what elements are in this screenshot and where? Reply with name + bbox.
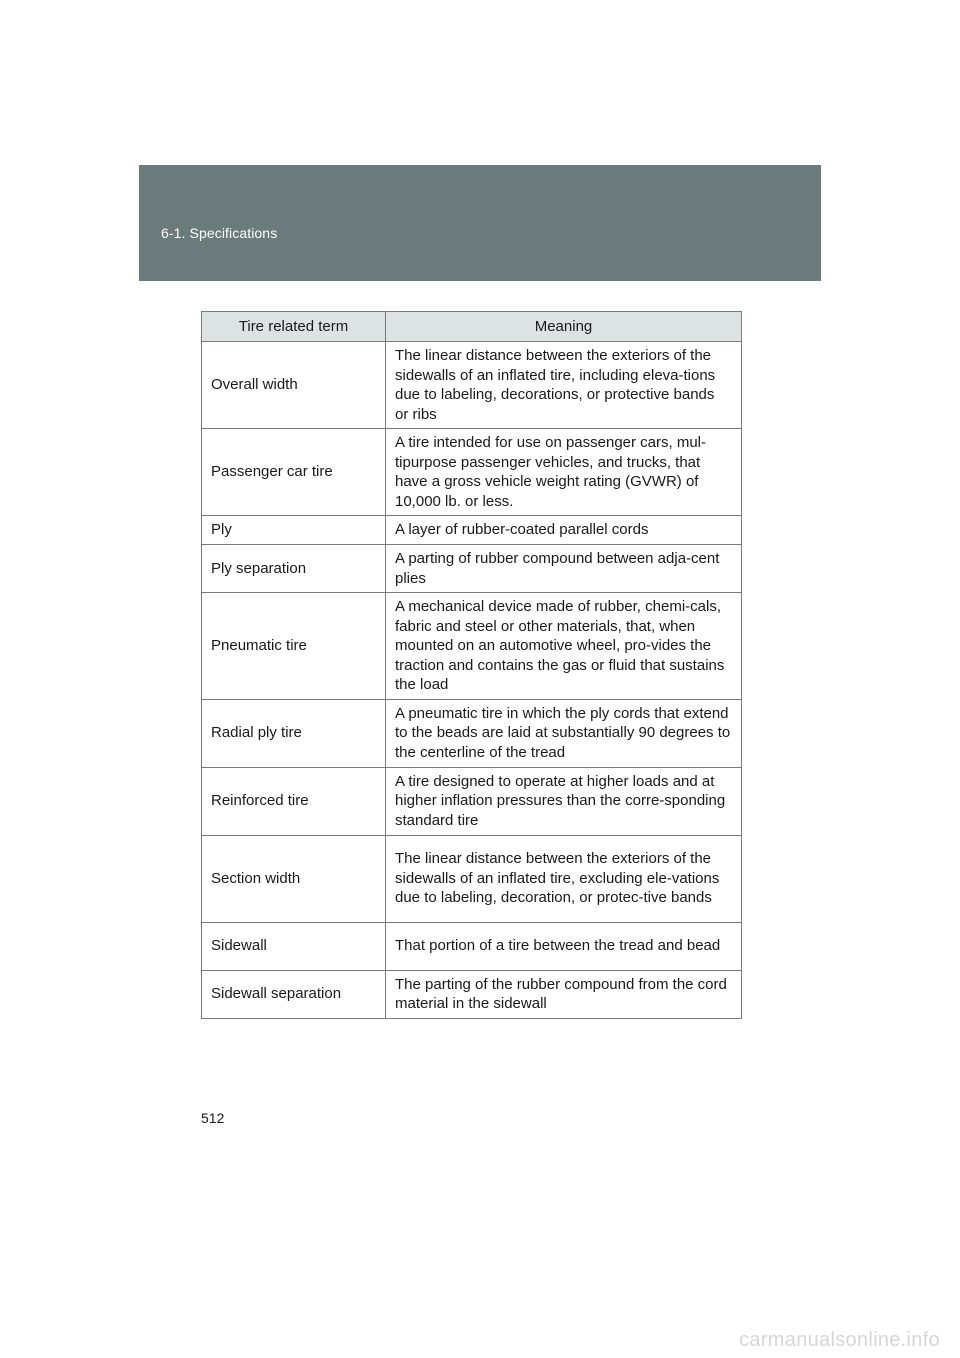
meaning-cell: The parting of the rubber compound from the cord material in the sidewall (386, 970, 742, 1018)
meaning-cell: The linear distance between the exteriors of the sidewalls of an inflated tire, including eleva-tions due to labeling, decorations, or protective bands or ribs (386, 342, 742, 429)
term-cell: Pneumatic tire (202, 593, 386, 700)
column-header-term: Tire related term (202, 312, 386, 342)
meaning-cell: The linear distance between the exteriors of the sidewalls of an inflated tire, excluding ele-vations due to labeling, decoration, or protec-tive bands (386, 835, 742, 922)
term-cell: Section width (202, 835, 386, 922)
meaning-cell: A pneumatic tire in which the ply cords that extend to the beads are laid at substantially 90 degrees to the centerline of the tread (386, 699, 742, 767)
section-title: 6-1. Specifications (161, 225, 278, 241)
table-row (202, 835, 742, 922)
meaning-cell: A tire designed to operate at higher loads and at higher inflation pressures than the corre-sponding standard tire (386, 767, 742, 835)
meaning-cell: That portion of a tire between the tread and bead (386, 922, 742, 970)
watermark-text: carmanualsonline.info (739, 1329, 940, 1351)
term-cell: Passenger car tire (202, 429, 386, 516)
meaning-cell: A tire intended for use on passenger cars, mul-tipurpose passenger vehicles, and trucks, that have a gross vehicle weight rating (GVWR) of 10,000 lb. or less. (386, 429, 742, 516)
meaning-cell: A parting of rubber compound between adja-cent plies (386, 545, 742, 593)
table-row (202, 970, 742, 1018)
meaning-cell: A mechanical device made of rubber, chemi-cals, fabric and steel or other materials, that, when mounted on an automotive wheel, pro-vides the traction and contains the gas or fluid that sustains the load (386, 593, 742, 700)
column-header-meaning: Meaning (386, 312, 742, 342)
term-cell: Reinforced tire (202, 767, 386, 835)
meaning-cell: A layer of rubber-coated parallel cords (386, 516, 742, 545)
table-row (202, 922, 742, 970)
term-cell: Ply (202, 516, 386, 545)
table-row (202, 593, 742, 700)
section-header-band (139, 165, 821, 281)
term-cell: Sidewall (202, 922, 386, 970)
table-row (202, 429, 742, 516)
page-number: 512 (201, 1110, 225, 1126)
table-row (202, 767, 742, 835)
term-cell: Overall width (202, 342, 386, 429)
table-row (202, 342, 742, 429)
table-header-row (202, 312, 742, 342)
table-row (202, 516, 742, 545)
term-cell: Sidewall separation (202, 970, 386, 1018)
table-row (202, 699, 742, 767)
table-row (202, 545, 742, 593)
term-cell: Radial ply tire (202, 699, 386, 767)
term-cell: Ply separation (202, 545, 386, 593)
tire-terms-table (201, 311, 742, 1019)
